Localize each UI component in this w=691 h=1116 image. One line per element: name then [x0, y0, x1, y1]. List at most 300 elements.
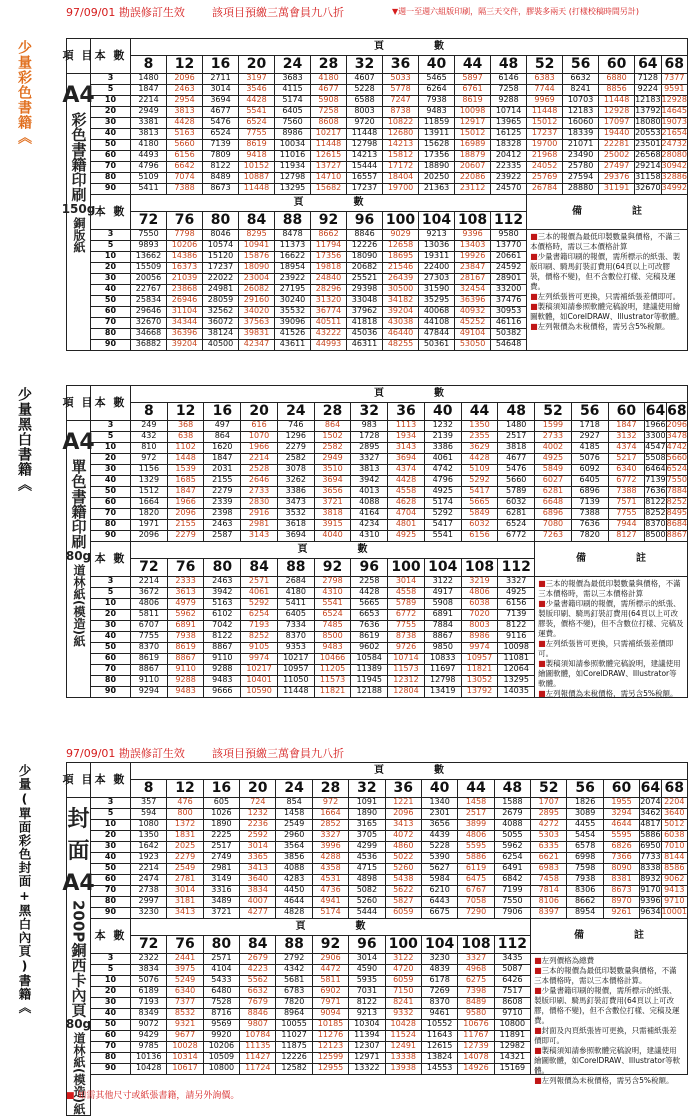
spec-paper: 道林紙(模造)紙 [72, 1032, 86, 1116]
price-cell: 18080 [635, 118, 661, 129]
page-count: 88 [278, 559, 315, 577]
price-cell: 46116 [491, 318, 527, 329]
page-count: 48 [495, 780, 531, 798]
price-cell: 9353 [278, 643, 315, 654]
price-cell: 17237 [527, 129, 563, 140]
price-cell: 25002 [599, 151, 635, 162]
note-text: 左列紙張皆可更換，只需補紙張差價即可。 [537, 292, 681, 301]
price-cell: 3629 [462, 443, 499, 454]
price-cell: 1664 [131, 498, 168, 509]
price-cell: 1296 [278, 432, 315, 443]
price-cell: 7263 [535, 531, 572, 542]
price-cell: 8619 [131, 654, 168, 665]
price-cell: 3694 [278, 531, 315, 542]
price-cell: 45252 [455, 318, 491, 329]
price-cell: 9396 [455, 230, 491, 241]
page-count: 68 [667, 403, 687, 420]
price-cell: 4644 [604, 820, 640, 831]
price-cell: 8964 [276, 1009, 312, 1020]
price-cell: 15509 [131, 263, 167, 274]
qty-cell: 60 [91, 498, 131, 509]
price-cell: 8122 [349, 998, 385, 1009]
price-cell: 4607 [347, 74, 383, 85]
price-cell: 2258 [351, 577, 388, 588]
price-cell: 3694 [203, 96, 239, 107]
price-cell: 8370 [278, 632, 315, 643]
qty-cell: 50 [91, 487, 131, 498]
header-effective-date-2: 97/09/01 勘誤修訂生效 [66, 747, 185, 760]
page-count: 24 [278, 403, 315, 421]
price-cell: 8673 [604, 886, 640, 897]
price-cell: 39204 [383, 307, 419, 318]
qty-cell: 70 [91, 1042, 131, 1053]
price-cell: 1588 [495, 798, 531, 809]
price-cell: 5660 [667, 454, 688, 465]
price-cell: 12599 [313, 1053, 349, 1064]
qty-header: 本 數 [91, 763, 131, 798]
price-cell: 1329 [131, 476, 168, 487]
note-item [534, 1076, 684, 1086]
price-cell: 11794 [311, 241, 347, 252]
item-header: 項 目 [67, 386, 91, 421]
qty-cell: 3 [91, 954, 131, 965]
price-cell: 26082 [239, 285, 275, 296]
price-cell: 12739 [458, 1042, 494, 1053]
price-cell: 9483 [168, 687, 205, 698]
price-cell: 37476 [491, 296, 527, 307]
price-cell: 18328 [491, 140, 527, 151]
qty-cell: 5 [91, 965, 131, 976]
price-cell: 3327 [498, 577, 535, 588]
page-count: 112 [491, 212, 527, 230]
price-cell: 7636 [572, 520, 609, 531]
price-cell: 14213 [383, 140, 419, 151]
price-cell: 3996 [313, 842, 349, 853]
page-count: 44 [455, 56, 491, 74]
qty-cell: 20 [91, 454, 131, 465]
price-cell: 5665 [351, 599, 388, 610]
page-count: 56 [563, 56, 599, 74]
price-cell: 3181 [167, 897, 203, 908]
price-cell: 5292 [462, 476, 499, 487]
price-cell: 20250 [419, 173, 455, 184]
price-cell: 8338 [640, 864, 661, 875]
price-cell: 4925 [425, 487, 462, 498]
price-cell: 5562 [240, 976, 276, 987]
price-cell: 6405 [278, 610, 315, 621]
qty-header: 本 數 [91, 39, 131, 74]
page-count: 8 [131, 780, 167, 798]
price-cell: 8500 [315, 632, 352, 643]
price-cell: 4185 [572, 443, 609, 454]
price-cell: 3618 [278, 520, 315, 531]
price-cell: 10676 [458, 1020, 494, 1031]
qty-cell: 70 [91, 886, 131, 897]
note-item [530, 232, 684, 252]
price-cell: 9710 [495, 1009, 531, 1020]
price-cell: 40932 [455, 307, 491, 318]
price-cell: 2463 [204, 520, 241, 531]
price-cell: 1955 [604, 798, 640, 809]
price-cell: 6772 [388, 610, 425, 621]
price-cell: 3721 [315, 498, 352, 509]
price-cell: 15444 [347, 162, 383, 173]
price-cell: 24840 [311, 274, 347, 285]
note-text: 左列價格為總費 [541, 956, 595, 965]
price-cell: 4007 [240, 897, 276, 908]
price-cell: 9429 [131, 1031, 167, 1042]
price-cell: 11524 [386, 1031, 422, 1042]
price-cell: 6405 [275, 107, 311, 118]
price-cell: 7074 [167, 173, 203, 184]
price-cell: 5109 [462, 465, 499, 476]
qty-cell: 30 [91, 118, 131, 129]
price-cell: 2895 [351, 443, 388, 454]
price-cell: 21363 [419, 184, 455, 195]
price-cell: 9969 [527, 96, 563, 107]
price-cell: 4164 [351, 509, 388, 520]
price-cell: 6254 [495, 853, 531, 864]
price-cell: 13338 [386, 1053, 422, 1064]
qty-cell: 30 [91, 621, 131, 632]
price-cell: 11050 [278, 676, 315, 687]
price-cell: 3014 [167, 886, 203, 897]
price-cell: 9224 [635, 85, 661, 96]
price-cell: 18695 [383, 252, 419, 263]
bullet-square-icon: ■ [530, 292, 538, 301]
price-cell: 6156 [498, 599, 535, 610]
price-cell: 2214 [131, 577, 168, 588]
price-cell: 22281 [599, 140, 635, 151]
header-effective-date: 97/09/01 勘誤修訂生效 [66, 6, 185, 19]
price-cell: 5660 [498, 476, 535, 487]
price-cell: 800 [167, 809, 203, 820]
note-text: 三本的報價為最低印製數量與價格，不滿三本價格時，需以三本價格計算 [530, 232, 681, 251]
price-cell: 26568 [635, 151, 661, 162]
price-cell: 5541 [315, 599, 352, 610]
price-cell: 6891 [425, 610, 462, 621]
page-count: 60 [609, 403, 646, 421]
price-cell: 5303 [531, 831, 567, 842]
page-count: 100 [383, 212, 419, 230]
price-cell: 20607 [455, 162, 491, 173]
price-cell: 3834 [131, 965, 167, 976]
price-cell: 7485 [315, 621, 352, 632]
price-cell: 4115 [275, 85, 311, 96]
price-cell: 3613 [168, 588, 205, 599]
price-cell: 1539 [168, 465, 205, 476]
price-cell: 4839 [422, 965, 458, 976]
price-cell: 7550 [131, 230, 167, 241]
price-cell: 40068 [419, 307, 455, 318]
price-cell: 6983 [531, 864, 567, 875]
price-cell: 5595 [604, 831, 640, 842]
price-cell: 1091 [349, 798, 385, 809]
price-cell: 8532 [167, 1009, 203, 1020]
note-text: 三本的報價為最低印製數量與價格，不滿三本價格時，需以三本價格計算。 [534, 966, 677, 985]
price-cell: 6675 [422, 908, 458, 919]
page-count: 8 [131, 403, 168, 421]
qty-cell: 60 [91, 1031, 131, 1042]
price-cell: 4493 [131, 151, 167, 162]
price-cell: 1847 [168, 487, 205, 498]
qty-cell: 20 [91, 263, 131, 274]
price-cell: 12680 [383, 129, 419, 140]
price-cell: 4796 [425, 476, 462, 487]
price-cell: 3915 [315, 520, 352, 531]
qty-cell: 80 [91, 520, 131, 531]
price-cell: 6340 [609, 465, 646, 476]
price-cell: 3694 [388, 454, 425, 465]
price-cell: 4531 [313, 875, 349, 886]
price-cell: 31590 [419, 285, 455, 296]
bullet-square-icon: ■ [534, 986, 542, 995]
price-cell: 8090 [604, 864, 640, 875]
price-cell: 4061 [425, 454, 462, 465]
price-cell: 2981 [241, 520, 278, 531]
price-cell: 10428 [386, 1020, 422, 1031]
note-text: 左列紙張皆可更換，只需補紙張差價即可。 [538, 639, 674, 658]
price-cell: 2646 [241, 476, 278, 487]
price-cell: 4358 [313, 864, 349, 875]
price-cell: 10714 [388, 654, 425, 665]
price-cell: 3656 [315, 487, 352, 498]
note-text: 左列報價為未稅價格，需另含5%稅額。 [541, 1076, 674, 1085]
price-cell: 20412 [491, 151, 527, 162]
price-cell: 8716 [204, 1009, 240, 1020]
price-cell: 3705 [349, 831, 385, 842]
price-cell: 4310 [315, 588, 352, 599]
price-cell: 49104 [455, 329, 491, 340]
price-cell: 15012 [527, 118, 563, 129]
price-cell: 9170 [640, 886, 661, 897]
page-count: 100 [388, 559, 425, 577]
price-cell: 6632 [240, 987, 276, 998]
price-cell: 8106 [531, 897, 567, 908]
price-cell: 27497 [599, 162, 635, 173]
page-count: 76 [167, 936, 203, 954]
pages-header: 頁 數 [131, 386, 688, 403]
price-cell: 4742 [667, 443, 688, 454]
price-cell: 1826 [567, 798, 603, 809]
price-cell: 12971 [349, 1053, 385, 1064]
price-cell: 6761 [455, 85, 491, 96]
price-cell: 33200 [491, 285, 527, 296]
price-cell: 10552 [422, 1020, 458, 1031]
qty-cell: 10 [91, 976, 131, 987]
qty-cell: 50 [91, 140, 131, 151]
note-text: 三本的報價為最低印製數量與價格，不滿三本價格時，需以三本價格計算 [538, 579, 681, 598]
price-cell: 29160 [239, 296, 275, 307]
price-cell: 7733 [640, 853, 661, 864]
price-cell: 12582 [276, 1064, 312, 1075]
price-cell: 36396 [167, 329, 203, 340]
price-cell: 972 [313, 798, 349, 809]
price-cell: 4536 [349, 853, 385, 864]
price-cell: 21071 [563, 140, 599, 151]
price-cell: 6653 [351, 610, 388, 621]
price-cell: 3818 [315, 509, 352, 520]
qty-cell: 80 [91, 676, 131, 687]
price-cell: 25521 [347, 274, 383, 285]
price-cell: 4428 [239, 96, 275, 107]
note-text: 少量書籍印刷的報價，需所標示的紙張、製版印刷、騎馬釘裝訂費用(64頁以上可改膠，價格不變)，但不含數位打樣、完稿及運費。 [534, 986, 680, 1025]
pages-header-2: 頁 數 [131, 542, 535, 559]
price-cell: 5476 [203, 118, 239, 129]
price-cell: 12798 [275, 173, 311, 184]
price-cell: 7571 [609, 498, 646, 509]
qty-cell: 5 [91, 809, 131, 820]
price-cell: 10401 [241, 676, 278, 687]
price-cell: 17237 [347, 184, 383, 195]
price-cell: 12615 [311, 151, 347, 162]
price-cell: 7814 [531, 886, 567, 897]
price-cell: 10957 [462, 654, 499, 665]
price-cell: 4072 [386, 831, 422, 842]
price-cell: 2236 [240, 820, 276, 831]
price-cell: 2549 [167, 864, 203, 875]
price-cell: 7884 [425, 621, 462, 632]
item-header: 項 目 [67, 763, 91, 798]
price-cell: 14926 [458, 1064, 494, 1075]
price-cell: 28059 [203, 296, 239, 307]
price-cell: 26946 [167, 296, 203, 307]
qty-header-2: 本 數 [91, 919, 131, 954]
price-cell: 4898 [349, 875, 385, 886]
price-cell: 18954 [275, 263, 311, 274]
price-cell: 2781 [167, 875, 203, 886]
footer-note: ■ 如需其他尺寸或紙張書籍，請另外詢價。 [66, 1091, 240, 1101]
price-cell: 28167 [455, 274, 491, 285]
price-cell: 9483 [315, 643, 352, 654]
price-cell: 7377 [662, 74, 688, 85]
price-cell: 3143 [388, 443, 425, 454]
page-count: 56 [567, 780, 603, 798]
price-cell: 2733 [535, 432, 572, 443]
bullet-square-icon: ■ [538, 689, 546, 698]
page-count: 88 [276, 936, 312, 954]
price-cell: 7058 [458, 897, 494, 908]
price-cell: 5087 [495, 965, 531, 976]
price-cell: 10098 [455, 107, 491, 118]
price-cell: 3386 [278, 487, 315, 498]
price-cell: 6443 [422, 897, 458, 908]
price-cell: 7938 [567, 875, 603, 886]
price-cell: 4917 [425, 588, 462, 599]
price-cell: 4736 [313, 886, 349, 897]
price-cell: 7944 [609, 520, 646, 531]
price-cell: 2322 [131, 954, 167, 965]
page-count: 32 [349, 780, 385, 798]
price-cell: 34668 [131, 329, 167, 340]
price-cell: 29646 [131, 307, 167, 318]
price-cell: 7247 [383, 96, 419, 107]
price-cell: 5022 [386, 853, 422, 864]
price-cell: 3132 [609, 432, 646, 443]
price-cell: 15628 [419, 140, 455, 151]
qty-cell: 60 [91, 307, 131, 318]
price-cell: 4040 [315, 531, 352, 542]
price-cell: 6335 [531, 842, 567, 853]
price-cell: 1350 [131, 831, 167, 842]
price-cell: 18879 [455, 151, 491, 162]
price-cell: 41526 [275, 329, 311, 340]
item-header: 項 目 [67, 39, 91, 74]
price-cell: 15120 [203, 252, 239, 263]
price-cell: 3818 [498, 443, 535, 454]
price-cell: 4283 [276, 875, 312, 886]
page-count: 96 [349, 936, 385, 954]
price-cell: 11875 [276, 1042, 312, 1053]
qty-cell: 30 [91, 842, 131, 853]
spec-cell [61, 74, 96, 351]
price-cell: 4796 [131, 162, 167, 173]
qty-cell: 30 [91, 998, 131, 1009]
price-cell: 3327 [351, 454, 388, 465]
page-count: 20 [241, 403, 278, 421]
price-table [61, 38, 688, 351]
price-cell: 12188 [351, 687, 388, 698]
price-cell: 14645 [662, 107, 688, 118]
price-cell: 4288 [313, 853, 349, 864]
notes-cell [531, 954, 688, 1085]
price-cell: 1080 [131, 820, 167, 831]
price-cell: 3143 [241, 531, 278, 542]
price-cell: 2960 [276, 831, 312, 842]
page-count: 64 [645, 403, 666, 420]
price-cell: 9288 [204, 665, 241, 676]
page-count: 84 [240, 936, 276, 954]
price-cell: 368 [168, 421, 205, 432]
price-cell: 2279 [204, 487, 241, 498]
price-cell: 8846 [347, 230, 383, 241]
note-item [530, 322, 684, 332]
price-cell: 3294 [604, 809, 640, 820]
price-cell: 1685 [168, 476, 205, 487]
price-cell: 5897 [455, 74, 491, 85]
page-count: 44 [458, 780, 494, 798]
price-cell: 3532 [278, 509, 315, 520]
price-cell: 9261 [604, 908, 640, 919]
price-cell: 43038 [383, 318, 419, 329]
price-cell: 5627 [422, 864, 458, 875]
price-cell: 1458 [458, 798, 494, 809]
price-cell: 11016 [275, 151, 311, 162]
price-cell: 15012 [455, 129, 491, 140]
price-cell: 10098 [498, 643, 535, 654]
price-cell: 8252 [667, 498, 688, 509]
price-cell: 4925 [388, 531, 425, 542]
price-cell: 16989 [455, 140, 491, 151]
price-cell: 8867 [168, 654, 205, 665]
price-cell: 23490 [563, 151, 599, 162]
price-cell: 1847 [131, 85, 167, 96]
price-cell: 1971 [131, 520, 168, 531]
notes-header: 備 註 [531, 919, 688, 954]
price-cell: 7755 [131, 632, 168, 643]
price-cell: 7755 [609, 509, 646, 520]
price-cell: 4272 [531, 820, 567, 831]
page-count: 112 [498, 559, 535, 577]
price-cell: 4806 [462, 588, 499, 599]
price-cell: 8673 [203, 184, 239, 195]
price-cell: 2571 [241, 577, 278, 588]
note-item [530, 302, 684, 322]
qty-cell: 90 [91, 687, 131, 698]
price-cell: 11821 [315, 687, 352, 698]
price-cell: 30500 [383, 285, 419, 296]
price-cell: 12928 [599, 107, 635, 118]
